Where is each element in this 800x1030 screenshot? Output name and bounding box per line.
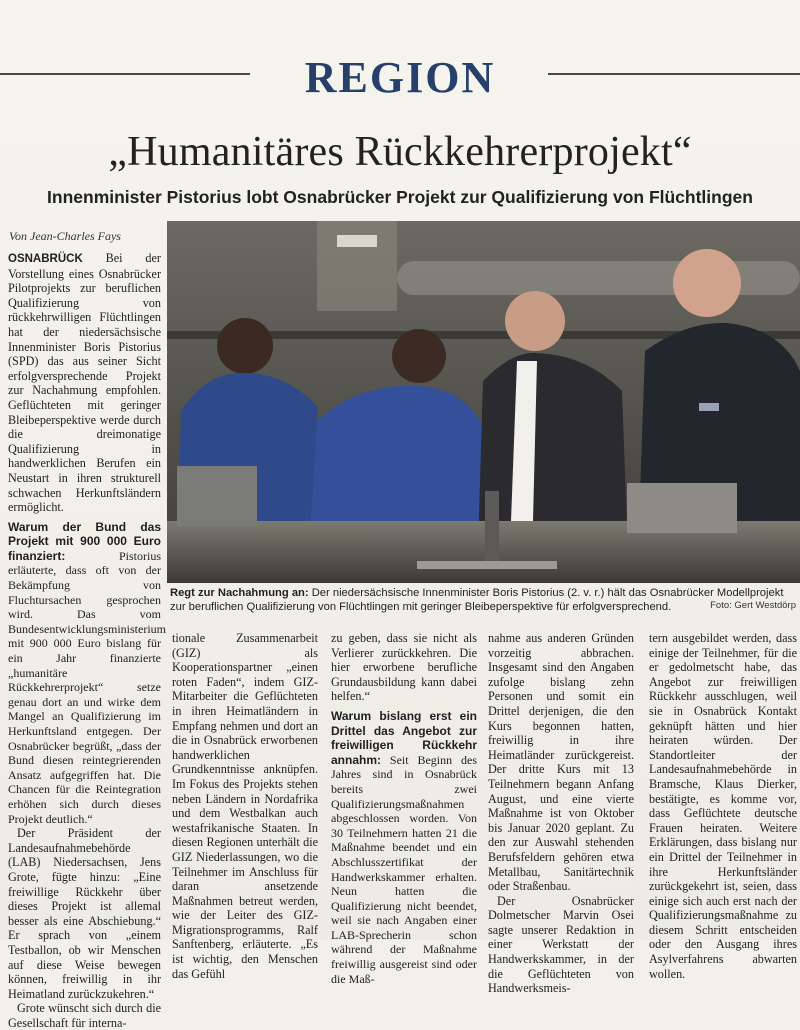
byline: Von Jean-Charles Fays xyxy=(9,229,121,243)
article-column-5 xyxy=(649,631,797,981)
caption-text: Der niedersächsische Innenminister Boris Pistorius (2. v. r.) hält das Osnabrücker Modellprojekt zur beruflichen Qualifizierung von Flüchtlingen mit geringer Bleibeperspektive für erfolgversprechend. xyxy=(170,587,784,613)
paragraph-giz-start: Grote wünscht sich durch die Gesellschaft für interna- xyxy=(8,1001,161,1030)
paragraph-grote: Der Präsident der Landesaufnahmebehörde (LAB) Niedersachsen, Jens Grote, fügte hinzu: „Eine freiwillige Rückkehr über dieses Projekt ist allemal besser als eine Abschiebung.“ Er sprach von „einem Testballon, ob wir Menschen auf diese Weise bewegen können, freiwillig in ihr Heimatland zurückzukehren.“ xyxy=(8,826,161,1001)
paragraph-courses: Seit Beginn des Jahres sind in Osnabrück bereits zwei Qualifizierungsmaßnahmen abgeschlossen worden. Von 30 Teilnehmern hatten 21 die Maßnahme beendet und ein Abschlusszertifikat der Handwerkskammer erhalten. Neun hatten die Qualifizierung nicht beendet, weil sie nach Angaben einer LAB-Sprecherin schon während der Maßnahme freiwillig ausgereist sind oder die Maß- xyxy=(331,752,477,986)
paragraph-funding: Pistorius erläuterte, dass oft von der Bekämpfung von Fluchtursachen gesprochen wird. Das vom Bundesentwicklungsministerium mit 900 000 Euro bislang für ein Jahr finanzierte „humanitäre Rückkehrerprojekt“ setze genau dort an und wirke dem Mangel an Qualifizierung im Herkunftsland entgegen. Der Osnabrücker begrüßt, „dass der Bund diesen reintegrierenden Ansatz aufgegriffen hat. Die Chancen für die Reintegration erhöhen sich durch dieses Projekt deutlich.“ xyxy=(8,548,166,826)
photo-credit: Foto: Gert Westdörp xyxy=(710,600,796,611)
article-column-2 xyxy=(172,631,318,981)
article-column-3 xyxy=(331,631,477,986)
paragraph-courses-cont: nahme aus anderen Gründen vorzeitig abbrachen. Insgesamt sind den Angaben zufolge bislang zehn Personen und somit ein Drittel derjenigen, die den Kurs begonnen hatten, freiwillig in ihre Heimatländer zurückgereist. Der dritte Kurs mit 13 Teilnehmern begann Anfang August, und eine vierte Maßnahme ist von Oktober bis Januar 2020 geplant. Zu den zur Auswahl stehenden Berufsfeldern gehören etwa Metallbau, Sanitärtechnik oder Straßenbau. xyxy=(488,631,634,894)
workshop-photo-illustration xyxy=(167,221,800,583)
subheading-third xyxy=(331,709,477,986)
photo-caption xyxy=(170,586,796,614)
dateline: OSNABRÜCK xyxy=(8,253,83,265)
lead-paragraph xyxy=(8,251,161,515)
paragraph-interpreter: Der Osnabrücker Dolmetscher Marvin Osei sagte unserer Redaktion in einer Werkstatt der Handwerkskammer, in der die Geflüchteten von Handwerksmeis- xyxy=(488,893,634,996)
article-photo xyxy=(167,221,800,583)
paragraph-giz-end: zu geben, dass sie nicht als Verlierer zurückkehren. Die hier erworbene berufliche Grundausbildung kann dabei helfen.“ xyxy=(331,631,477,704)
lead-text: Bei der Vorstellung eines Osnabrücker Pilotprojekts zur beruflichen Qualifizierung von rückkehrwilligen Flüchtlingen hat der niedersächsische Innenminister Boris Pistorius (SPD) das aus seiner Sicht erfolgversprechende Projekt zur Nachahmung empfohlen. Geflüchteten mit geringer Bleibeperspektive werde durch die dreimonatige Qualifizierung in handwerklichen Berufen ein Neustart in ihren strukturell schwachen Herkunftsländern ermöglicht. xyxy=(8,251,161,515)
paragraph-interpreter-cont: tern ausgebildet werden, dass einige der Teilnehmer, für die er gedolmetscht habe, das Angebot zur freiwilligen Rückkehr ausschlugen, weil sie in Osnabrück Kontakt geknüpft hätten und hier heiraten würden. Der Standortleiter der Landesaufnahmebehörde in Bramsche, Klaus Dierker, bestätigte, es komme vor, dass Geflüchtete deutsche Frauen heiraten. Weitere Erklärungen, dass bislang nur ein Drittel der Teilnehmer in ihre Herkunftsländer zurückgekehrt ist, seien, dass einige sich auch erst nach der Qualifizierungsmaßnahme zu diesem Schritt entscheiden oder den Ausgang ihres Asylverfahrens abwarten wollen. xyxy=(649,631,797,981)
caption-lead: Regt zur Nachahmung an: xyxy=(170,587,309,599)
article-column-1 xyxy=(8,251,166,1030)
article-column-4 xyxy=(488,631,634,996)
subheadline: Innenminister Pistorius lobt Osnabrücker Projekt zur Qualifizierung von Flüchtlingen xyxy=(47,187,753,207)
subheading-third-text: Warum bislang erst ein Drittel das Angebot zur freiwilligen Rückkehr annahm: xyxy=(331,708,477,767)
subheading-funding xyxy=(8,519,166,826)
paragraph-giz-cont: tionale Zusammenarbeit (GIZ) als Kooperationspartner „einen roten Faden“, indem GIZ-Mitarbeiter die Geflüchteten in ihren Heimatländern in Empfang nehmen und dort an die in Osnabrück erworbenen handwerklichen Grundkenntnisse anknüpfen. Im Fokus des Projekts stehen neben Ländern in Nordafrika und dem Westbalkan auch westafrikanische Staaten. In diesen Regionen unterhält die GIZ Niederlassungen, wo die Teilnehmer im Anschluss für daran ansetzende Maßnahmen betreut werden, wie der Leiter des GIZ-Migrationsprogramms, Ralf Sanftenberg, erläuterte. „Es ist wichtig, den Menschen das Gefühl xyxy=(172,631,318,981)
subheading-funding-text: Warum der Bund das Projekt mit 900 000 Euro finanziert: xyxy=(8,519,161,563)
headline: „Humanitäres Rückkehrerprojekt“ xyxy=(108,129,692,175)
section-title: REGION xyxy=(304,53,496,102)
